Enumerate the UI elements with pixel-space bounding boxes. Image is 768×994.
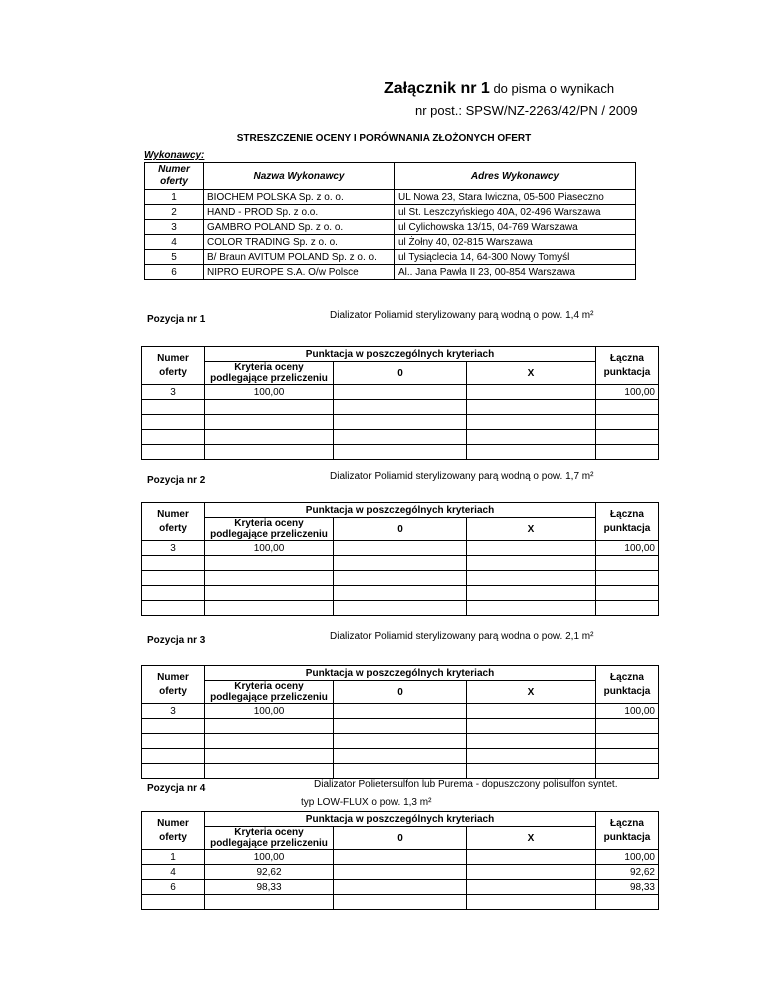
- contractor-name: B/ Braun AVITUM POLAND Sp. z o. o.: [204, 250, 395, 265]
- table-row: [142, 749, 659, 764]
- empty-cell: [467, 601, 596, 616]
- score-col-criteria-l1: Kryteria oceny: [234, 827, 304, 838]
- score-offer-no: 3: [142, 541, 205, 556]
- score-x-value: [467, 541, 596, 556]
- empty-cell: [142, 734, 205, 749]
- contractor-no: 3: [145, 220, 204, 235]
- empty-cell: [142, 430, 205, 445]
- score-group-header: Punktacja w poszczególnych kryteriach: [205, 503, 596, 518]
- empty-cell: [334, 415, 467, 430]
- position-label: Pozycja nr 1: [147, 314, 206, 325]
- score-col-x: X: [467, 681, 596, 704]
- score-total-value: 100,00: [596, 385, 659, 400]
- score-criteria-value: 100,00: [205, 541, 334, 556]
- score-total-value: 92,62: [596, 865, 659, 880]
- table-row: [142, 415, 659, 430]
- position-description: Dializator Poliamid sterylizowany parą wodną o pow. 1,7 m²: [330, 471, 594, 482]
- score-col-zero: 0: [334, 362, 467, 385]
- score-x-value: [467, 850, 596, 865]
- empty-cell: [334, 719, 467, 734]
- table-row: [142, 430, 659, 445]
- position-description-line2: typ LOW-FLUX o pow. 1,3 m²: [301, 797, 432, 808]
- score-total-value: 100,00: [596, 850, 659, 865]
- score-col-total: [596, 666, 659, 704]
- empty-cell: [467, 764, 596, 779]
- col-number-l1: Numer: [158, 164, 190, 175]
- score-col-zero: 0: [334, 827, 467, 850]
- score-criteria-value: 100,00: [205, 850, 334, 865]
- table-row: [142, 764, 659, 779]
- empty-cell: [467, 415, 596, 430]
- empty-cell: [467, 749, 596, 764]
- empty-cell: [142, 719, 205, 734]
- score-zero-value: [334, 880, 467, 895]
- contractor-no: 1: [145, 190, 204, 205]
- score-x-value: [467, 865, 596, 880]
- empty-cell: [142, 586, 205, 601]
- contractors-header-row: [145, 163, 636, 190]
- position-description: Dializator Poliamid sterylizowany parą wodna o pow. 2,1 m²: [330, 631, 594, 642]
- score-criteria-value: 100,00: [205, 704, 334, 719]
- table-row: [145, 235, 636, 250]
- score-criteria-value: 98,33: [205, 880, 334, 895]
- empty-cell: [596, 749, 659, 764]
- score-subheader-row: [142, 362, 659, 385]
- empty-cell: [142, 571, 205, 586]
- contractor-name: COLOR TRADING Sp. z o. o.: [204, 235, 395, 250]
- score-col-criteria-l2: podlegające przeliczeniu: [210, 529, 328, 540]
- score-col-total-l2: punktacja: [603, 685, 651, 697]
- score-header-row: [142, 503, 659, 518]
- score-col-total-l2: punktacja: [603, 522, 651, 534]
- score-col-total-l1: Łączna: [610, 352, 644, 364]
- contractor-address: ul Tysiąclecia 14, 64-300 Nowy Tomyśl: [395, 250, 636, 265]
- score-col-total: [596, 503, 659, 541]
- position-label: Pozycja nr 4: [147, 783, 206, 794]
- score-col-zero: 0: [334, 518, 467, 541]
- score-col-total-l2: punktacja: [603, 366, 651, 378]
- summary-title: STRESZCZENIE OCENY I PORÓWNANIA ZŁOŻONYCH OFERT: [236, 133, 532, 144]
- score-col-criteria: [205, 681, 334, 704]
- score-table: [141, 811, 659, 910]
- score-offer-no: 3: [142, 385, 205, 400]
- table-row: [145, 250, 636, 265]
- col-address-header: Adres Wykonawcy: [395, 163, 636, 190]
- score-col-number: [142, 503, 205, 541]
- score-col-number-l2: oferty: [159, 366, 187, 378]
- score-criteria-value: 100,00: [205, 385, 334, 400]
- contractor-name: HAND - PROD Sp. z o.o.: [204, 205, 395, 220]
- empty-cell: [596, 895, 659, 910]
- empty-cell: [205, 430, 334, 445]
- contractor-address: Al.. Jana Pawła II 23, 00-854 Warszawa: [395, 265, 636, 280]
- score-header-row: [142, 812, 659, 827]
- empty-cell: [142, 415, 205, 430]
- score-col-zero: 0: [334, 681, 467, 704]
- score-group-header: Punktacja w poszczególnych kryteriach: [205, 347, 596, 362]
- table-row: [142, 880, 659, 895]
- score-col-criteria: [205, 518, 334, 541]
- empty-cell: [142, 764, 205, 779]
- score-col-x: X: [467, 827, 596, 850]
- score-col-total-l2: punktacja: [603, 831, 651, 843]
- score-subheader-row: [142, 827, 659, 850]
- score-col-number-l1: Numer: [157, 508, 189, 520]
- empty-cell: [142, 556, 205, 571]
- score-header-row: [142, 666, 659, 681]
- empty-cell: [596, 601, 659, 616]
- score-col-number-l1: Numer: [157, 352, 189, 364]
- table-row: [142, 556, 659, 571]
- empty-cell: [205, 571, 334, 586]
- score-table: [141, 665, 659, 779]
- score-group-header: Punktacja w poszczególnych kryteriach: [205, 812, 596, 827]
- empty-cell: [467, 734, 596, 749]
- score-x-value: [467, 880, 596, 895]
- empty-cell: [467, 719, 596, 734]
- score-total-value: 100,00: [596, 704, 659, 719]
- attachment-title-rest: do pisma o wynikach: [489, 81, 615, 96]
- empty-cell: [334, 586, 467, 601]
- col-number-header: [145, 163, 204, 190]
- score-offer-no: 4: [142, 865, 205, 880]
- empty-cell: [142, 895, 205, 910]
- score-subheader-row: [142, 681, 659, 704]
- contractors-table: [144, 162, 636, 280]
- score-col-criteria-l1: Kryteria oceny: [234, 681, 304, 692]
- contractor-no: 4: [145, 235, 204, 250]
- empty-cell: [334, 571, 467, 586]
- empty-cell: [142, 445, 205, 460]
- contractor-address: ul St. Leszczyńskiego 40A, 02-496 Warszawa: [395, 205, 636, 220]
- score-zero-value: [334, 850, 467, 865]
- score-col-criteria: [205, 362, 334, 385]
- contractor-name: BIOCHEM POLSKA Sp. z o. o.: [204, 190, 395, 205]
- score-x-value: [467, 385, 596, 400]
- score-col-criteria-l2: podlegające przeliczeniu: [210, 692, 328, 703]
- empty-cell: [205, 556, 334, 571]
- score-col-criteria-l1: Kryteria oceny: [234, 362, 304, 373]
- empty-cell: [334, 749, 467, 764]
- empty-cell: [596, 556, 659, 571]
- empty-cell: [467, 586, 596, 601]
- score-col-number-l1: Numer: [157, 817, 189, 829]
- score-col-total-l1: Łączna: [610, 508, 644, 520]
- empty-cell: [334, 556, 467, 571]
- score-zero-value: [334, 704, 467, 719]
- table-row: [142, 850, 659, 865]
- table-row: [142, 704, 659, 719]
- empty-cell: [334, 895, 467, 910]
- empty-cell: [205, 601, 334, 616]
- score-col-total-l1: Łączna: [610, 671, 644, 683]
- score-table: [141, 346, 659, 460]
- contractor-no: 2: [145, 205, 204, 220]
- score-zero-value: [334, 865, 467, 880]
- position-description: Dializator Poliamid sterylizowany parą wodną o pow. 1,4 m²: [330, 310, 594, 321]
- empty-cell: [205, 719, 334, 734]
- empty-cell: [334, 734, 467, 749]
- score-offer-no: 3: [142, 704, 205, 719]
- table-row: [145, 265, 636, 280]
- empty-cell: [142, 400, 205, 415]
- contractor-no: 5: [145, 250, 204, 265]
- score-x-value: [467, 704, 596, 719]
- score-col-number-l1: Numer: [157, 671, 189, 683]
- empty-cell: [205, 734, 334, 749]
- table-row: [142, 541, 659, 556]
- empty-cell: [596, 571, 659, 586]
- score-col-number-l2: oferty: [159, 685, 187, 697]
- table-row: [142, 586, 659, 601]
- empty-cell: [596, 586, 659, 601]
- contractor-address: ul Żołny 40, 02-815 Warszawa: [395, 235, 636, 250]
- empty-cell: [205, 445, 334, 460]
- table-row: [142, 895, 659, 910]
- score-table: [141, 502, 659, 616]
- position-label: Pozycja nr 2: [147, 475, 206, 486]
- table-row: [145, 205, 636, 220]
- empty-cell: [467, 895, 596, 910]
- empty-cell: [205, 749, 334, 764]
- score-col-number-l2: oferty: [159, 831, 187, 843]
- table-row: [145, 220, 636, 235]
- table-row: [142, 385, 659, 400]
- empty-cell: [205, 400, 334, 415]
- empty-cell: [334, 764, 467, 779]
- contractor-address: ul Cylichowska 13/15, 04-769 Warszawa: [395, 220, 636, 235]
- col-number-l2: oferty: [160, 176, 188, 187]
- empty-cell: [205, 586, 334, 601]
- table-row: [142, 445, 659, 460]
- empty-cell: [596, 445, 659, 460]
- table-row: [145, 190, 636, 205]
- table-row: [142, 865, 659, 880]
- score-header-row: [142, 347, 659, 362]
- position-description: Dializator Polietersulfon lub Purema - dopuszczony polisulfon syntet.: [314, 779, 618, 790]
- empty-cell: [596, 764, 659, 779]
- empty-cell: [142, 749, 205, 764]
- col-name-header: Nazwa Wykonawcy: [204, 163, 395, 190]
- score-col-x: X: [467, 518, 596, 541]
- empty-cell: [467, 400, 596, 415]
- score-col-criteria-l2: podlegające przeliczeniu: [210, 838, 328, 849]
- reference-number: nr post.: SPSW/NZ-2263/42/PN / 2009: [415, 103, 638, 118]
- empty-cell: [467, 445, 596, 460]
- score-criteria-value: 92,62: [205, 865, 334, 880]
- empty-cell: [334, 445, 467, 460]
- contractors-label: Wykonawcy:: [144, 150, 205, 161]
- empty-cell: [205, 764, 334, 779]
- score-col-total-l1: Łączna: [610, 817, 644, 829]
- empty-cell: [142, 601, 205, 616]
- empty-cell: [205, 415, 334, 430]
- empty-cell: [205, 895, 334, 910]
- empty-cell: [467, 430, 596, 445]
- score-zero-value: [334, 385, 467, 400]
- empty-cell: [334, 430, 467, 445]
- score-total-value: 100,00: [596, 541, 659, 556]
- score-offer-no: 6: [142, 880, 205, 895]
- empty-cell: [467, 571, 596, 586]
- score-col-criteria-l2: podlegające przeliczeniu: [210, 373, 328, 384]
- score-col-criteria: [205, 827, 334, 850]
- attachment-title: [384, 80, 614, 98]
- table-row: [142, 400, 659, 415]
- empty-cell: [334, 601, 467, 616]
- score-zero-value: [334, 541, 467, 556]
- score-col-number: [142, 347, 205, 385]
- score-col-total: [596, 812, 659, 850]
- contractor-no: 6: [145, 265, 204, 280]
- score-offer-no: 1: [142, 850, 205, 865]
- score-subheader-row: [142, 518, 659, 541]
- score-col-number-l2: oferty: [159, 522, 187, 534]
- score-col-number: [142, 666, 205, 704]
- empty-cell: [596, 415, 659, 430]
- empty-cell: [596, 734, 659, 749]
- contractor-name: NIPRO EUROPE S.A. O/w Polsce: [204, 265, 395, 280]
- table-row: [142, 601, 659, 616]
- score-total-value: 98,33: [596, 880, 659, 895]
- contractor-name: GAMBRO POLAND Sp. z o. o.: [204, 220, 395, 235]
- table-row: [142, 571, 659, 586]
- empty-cell: [334, 400, 467, 415]
- table-row: [142, 734, 659, 749]
- position-label: Pozycja nr 3: [147, 635, 206, 646]
- score-col-criteria-l1: Kryteria oceny: [234, 518, 304, 529]
- table-row: [142, 719, 659, 734]
- attachment-title-bold: Załącznik nr 1: [384, 80, 490, 97]
- score-col-number: [142, 812, 205, 850]
- empty-cell: [596, 400, 659, 415]
- empty-cell: [467, 556, 596, 571]
- score-group-header: Punktacja w poszczególnych kryteriach: [205, 666, 596, 681]
- score-col-x: X: [467, 362, 596, 385]
- score-col-total: [596, 347, 659, 385]
- empty-cell: [596, 430, 659, 445]
- contractor-address: UL Nowa 23, Stara Iwiczna, 05-500 Piaseczno: [395, 190, 636, 205]
- empty-cell: [596, 719, 659, 734]
